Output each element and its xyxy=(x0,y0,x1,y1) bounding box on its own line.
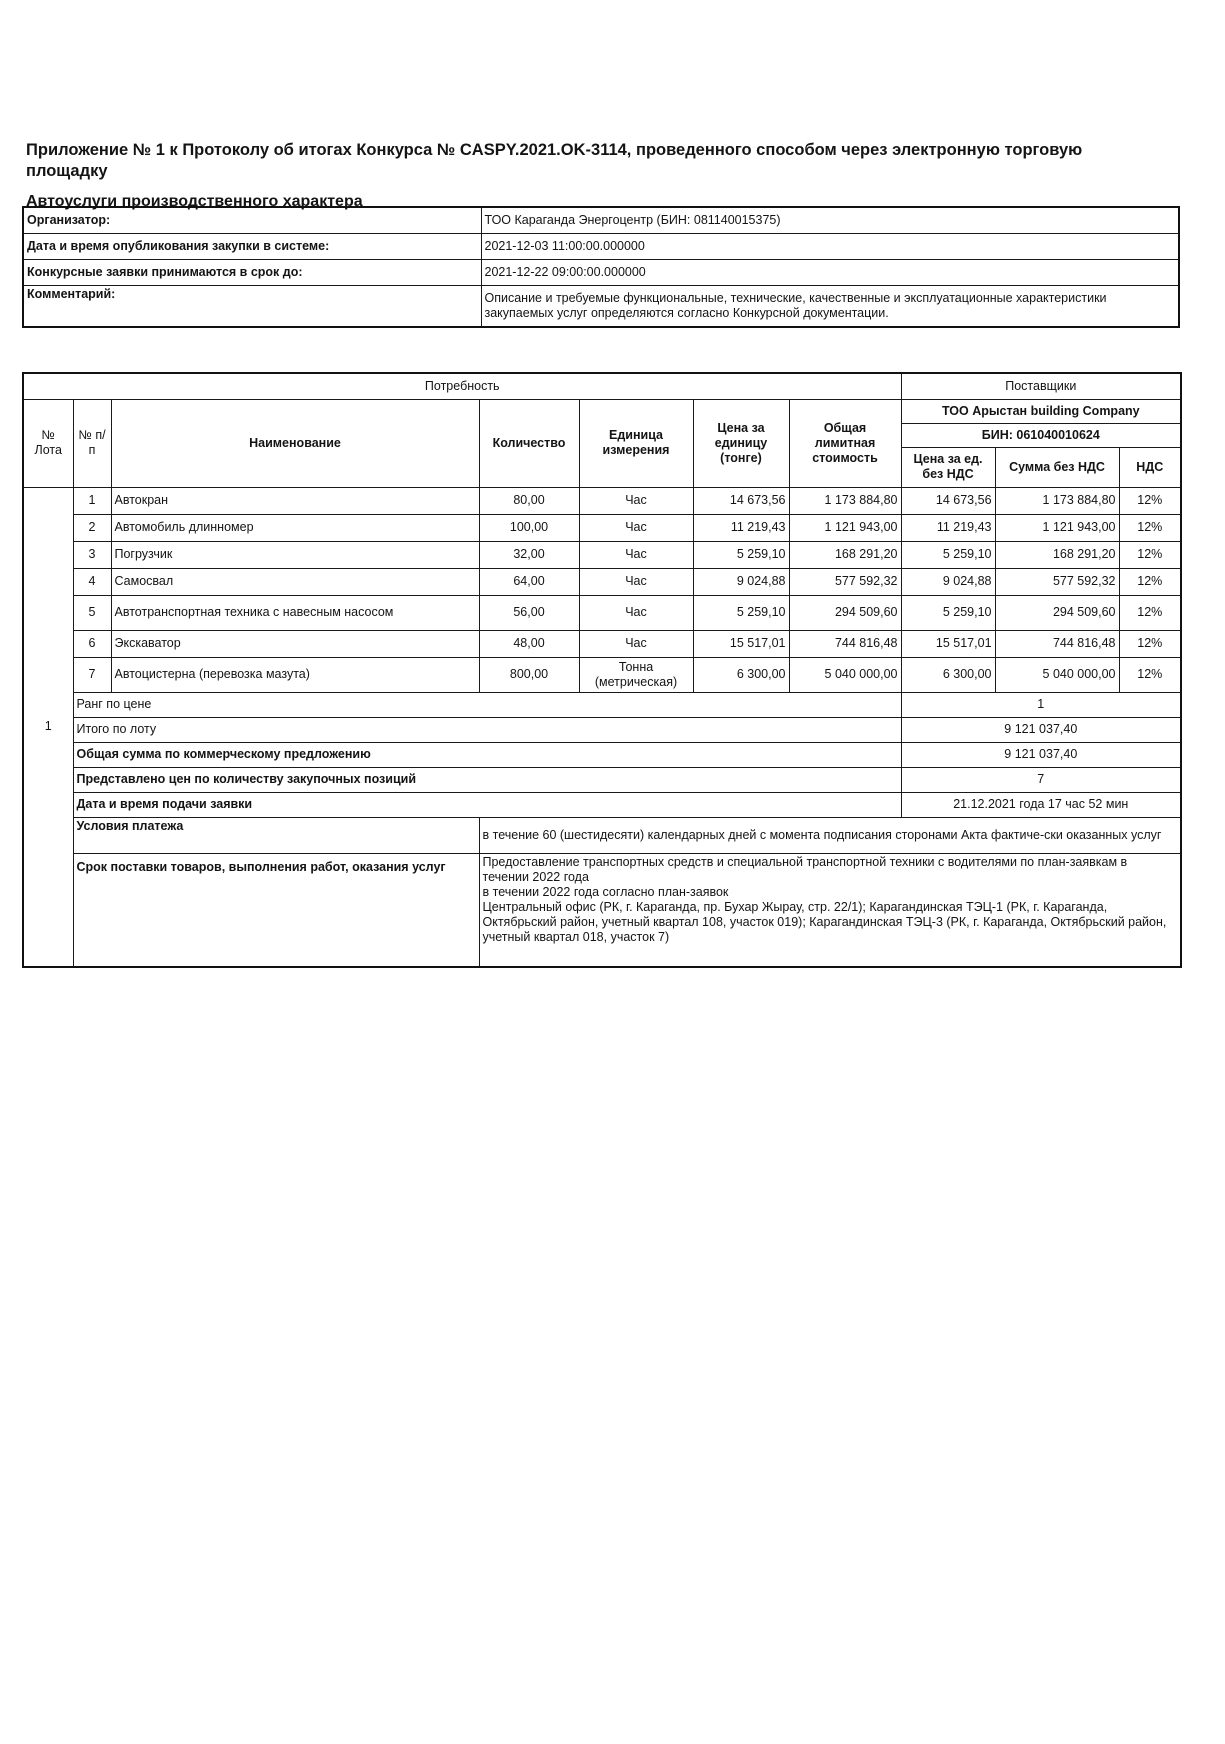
organizer-value: ТОО Караганда Энергоцентр (БИН: 081140015375) xyxy=(481,207,1179,234)
delivery-line-2: в течении 2022 года согласно план-заявок xyxy=(482,884,729,899)
row-sup-sum: 1 173 884,80 xyxy=(995,487,1119,514)
row-num: 5 xyxy=(73,595,111,630)
row-sup-sum: 294 509,60 xyxy=(995,595,1119,630)
row-qty: 80,00 xyxy=(479,487,579,514)
row-unit: Час xyxy=(579,630,693,657)
payment-label: Условия платежа xyxy=(73,817,479,853)
deadline-label: Конкурсные заявки принимаются в срок до: xyxy=(23,260,481,286)
deadline-row xyxy=(23,260,1179,286)
delivery-row xyxy=(23,853,1181,967)
offer-total-value: 9 121 037,40 xyxy=(901,742,1181,767)
row-name: Экскаватор xyxy=(111,630,479,657)
procurement-info-table xyxy=(22,206,1180,328)
row-vat: 12% xyxy=(1119,487,1181,514)
comment-row xyxy=(23,286,1179,328)
row-sup-price: 15 517,01 xyxy=(901,630,995,657)
row-num: 7 xyxy=(73,657,111,692)
payment-value: в течение 60 (шестидесяти) календарных дней с момента подписания сторонами Акта фактиче-ски оказанных услуг xyxy=(479,817,1181,853)
group-header-row xyxy=(23,373,1181,399)
row-name: Автомобиль длинномер xyxy=(111,514,479,541)
row-vat: 12% xyxy=(1119,595,1181,630)
published-row xyxy=(23,234,1179,260)
table-row xyxy=(23,487,1181,514)
row-vat: 12% xyxy=(1119,568,1181,595)
row-qty: 32,00 xyxy=(479,541,579,568)
row-total: 1 173 884,80 xyxy=(789,487,901,514)
row-vat: 12% xyxy=(1119,541,1181,568)
row-num: 4 xyxy=(73,568,111,595)
row-sup-price: 5 259,10 xyxy=(901,595,995,630)
row-name: Автокран xyxy=(111,487,479,514)
published-label: Дата и время опубликования закупки в системе: xyxy=(23,234,481,260)
offer-total-row xyxy=(23,742,1181,767)
organizer-row xyxy=(23,207,1179,234)
row-unit: Час xyxy=(579,487,693,514)
table-row xyxy=(23,541,1181,568)
col-num-header: № п/п xyxy=(73,399,111,487)
row-unit: Тонна (метрическая) xyxy=(579,657,693,692)
row-qty: 48,00 xyxy=(479,630,579,657)
row-qty: 800,00 xyxy=(479,657,579,692)
supplier-bin: БИН: 061040010624 xyxy=(901,423,1181,447)
lot-total-label: Итого по лоту xyxy=(73,717,901,742)
rank-value: 1 xyxy=(901,692,1181,717)
row-sup-price: 9 024,88 xyxy=(901,568,995,595)
row-name: Автотранспортная техника с навесным насосом xyxy=(111,595,479,630)
row-sup-sum: 577 592,32 xyxy=(995,568,1119,595)
submit-label: Дата и время подачи заявки xyxy=(73,792,901,817)
table-row xyxy=(23,568,1181,595)
col-lot-header: № Лота xyxy=(23,399,73,487)
row-num: 6 xyxy=(73,630,111,657)
row-sup-sum: 744 816,48 xyxy=(995,630,1119,657)
row-price: 14 673,56 xyxy=(693,487,789,514)
row-total: 744 816,48 xyxy=(789,630,901,657)
comment-label: Комментарий: xyxy=(23,286,481,328)
deadline-value: 2021-12-22 09:00:00.000000 xyxy=(481,260,1179,286)
lot-total-value: 9 121 037,40 xyxy=(901,717,1181,742)
rank-label: Ранг по цене xyxy=(73,692,901,717)
rank-row xyxy=(23,692,1181,717)
delivery-label: Срок поставки товаров, выполнения работ, оказания услуг xyxy=(73,853,479,967)
table-row xyxy=(23,595,1181,630)
delivery-line-3: Центральный офис (РК, г. Караганда, пр. Бухар Жырау, стр. 22/1); Карагандинская ТЭЦ-1 (РК, г. Караганда, Октябрьский район, учетный квартал 108, участок 019); Карагандинская ТЭЦ-3 (РК, г. Караганда, Октябрьский район, учетный квартал 018, участок 7) xyxy=(482,899,1167,944)
col-total-header: Общая лимитная стоимость xyxy=(789,399,901,487)
row-name: Погрузчик xyxy=(111,541,479,568)
published-value: 2021-12-03 11:00:00.000000 xyxy=(481,234,1179,260)
col-sup-sum-header: Сумма без НДС xyxy=(995,447,1119,487)
table-row xyxy=(23,630,1181,657)
row-vat: 12% xyxy=(1119,657,1181,692)
row-sup-sum: 168 291,20 xyxy=(995,541,1119,568)
row-total: 294 509,60 xyxy=(789,595,901,630)
row-unit: Час xyxy=(579,595,693,630)
prices-count-row xyxy=(23,767,1181,792)
suppliers-header: Поставщики xyxy=(901,373,1181,399)
col-unit-header: Единица измерения xyxy=(579,399,693,487)
payment-row xyxy=(23,817,1181,853)
row-qty: 56,00 xyxy=(479,595,579,630)
lot-total-row xyxy=(23,717,1181,742)
table-row xyxy=(23,657,1181,692)
submit-value: 21.12.2021 года 17 час 52 мин xyxy=(901,792,1181,817)
delivery-line-1: Предоставление транспортных средств и специальной транспортной техники с водителями по план-заявкам в течении 2022 года xyxy=(482,854,1128,884)
document-title: Приложение № 1 к Протоколу об итогах Конкурса № CASPY.2021.OK-3114, проведенного способом через электронную торговую площадку xyxy=(26,141,1083,180)
row-vat: 12% xyxy=(1119,630,1181,657)
need-header: Потребность xyxy=(23,373,901,399)
col-sup-price-header: Цена за ед. без НДС xyxy=(901,447,995,487)
row-num: 3 xyxy=(73,541,111,568)
row-num: 1 xyxy=(73,487,111,514)
row-unit: Час xyxy=(579,568,693,595)
lot-number: 1 xyxy=(23,487,73,967)
row-price: 11 219,43 xyxy=(693,514,789,541)
row-sup-price: 14 673,56 xyxy=(901,487,995,514)
row-qty: 64,00 xyxy=(479,568,579,595)
row-price: 6 300,00 xyxy=(693,657,789,692)
row-total: 5 040 000,00 xyxy=(789,657,901,692)
row-sup-price: 5 259,10 xyxy=(901,541,995,568)
row-unit: Час xyxy=(579,514,693,541)
submit-row xyxy=(23,792,1181,817)
row-qty: 100,00 xyxy=(479,514,579,541)
row-vat: 12% xyxy=(1119,514,1181,541)
offer-total-label: Общая сумма по коммерческому предложению xyxy=(73,742,901,767)
row-total: 577 592,32 xyxy=(789,568,901,595)
document-subtitle: Автоуслуги производственного характера xyxy=(26,193,363,210)
prices-count-value: 7 xyxy=(901,767,1181,792)
row-name: Автоцистерна (перевозка мазута) xyxy=(111,657,479,692)
col-name-header: Наименование xyxy=(111,399,479,487)
row-price: 5 259,10 xyxy=(693,595,789,630)
supplier-name: ТОО Арыстан building Company xyxy=(901,399,1181,423)
row-sup-sum: 1 121 943,00 xyxy=(995,514,1119,541)
row-sup-price: 11 219,43 xyxy=(901,514,995,541)
col-vat-header: НДС xyxy=(1119,447,1181,487)
row-total: 1 121 943,00 xyxy=(789,514,901,541)
col-price-header: Цена за единицу (тонге) xyxy=(693,399,789,487)
col-qty-header: Количество xyxy=(479,399,579,487)
prices-count-label: Представлено цен по количеству закупочных позиций xyxy=(73,767,901,792)
row-name: Самосвал xyxy=(111,568,479,595)
row-price: 5 259,10 xyxy=(693,541,789,568)
row-price: 9 024,88 xyxy=(693,568,789,595)
row-num: 2 xyxy=(73,514,111,541)
row-total: 168 291,20 xyxy=(789,541,901,568)
row-sup-sum: 5 040 000,00 xyxy=(995,657,1119,692)
row-sup-price: 6 300,00 xyxy=(901,657,995,692)
row-unit: Час xyxy=(579,541,693,568)
supplier-name-row xyxy=(23,399,1181,423)
lot-table xyxy=(22,372,1182,968)
comment-value: Описание и требуемые функциональные, технические, качественные и эксплуатационные характеристики закупаемых услуг определяются согласно Конкурсной документации. xyxy=(481,286,1179,328)
organizer-label: Организатор: xyxy=(23,207,481,234)
table-row xyxy=(23,514,1181,541)
row-price: 15 517,01 xyxy=(693,630,789,657)
delivery-value xyxy=(479,853,1181,967)
